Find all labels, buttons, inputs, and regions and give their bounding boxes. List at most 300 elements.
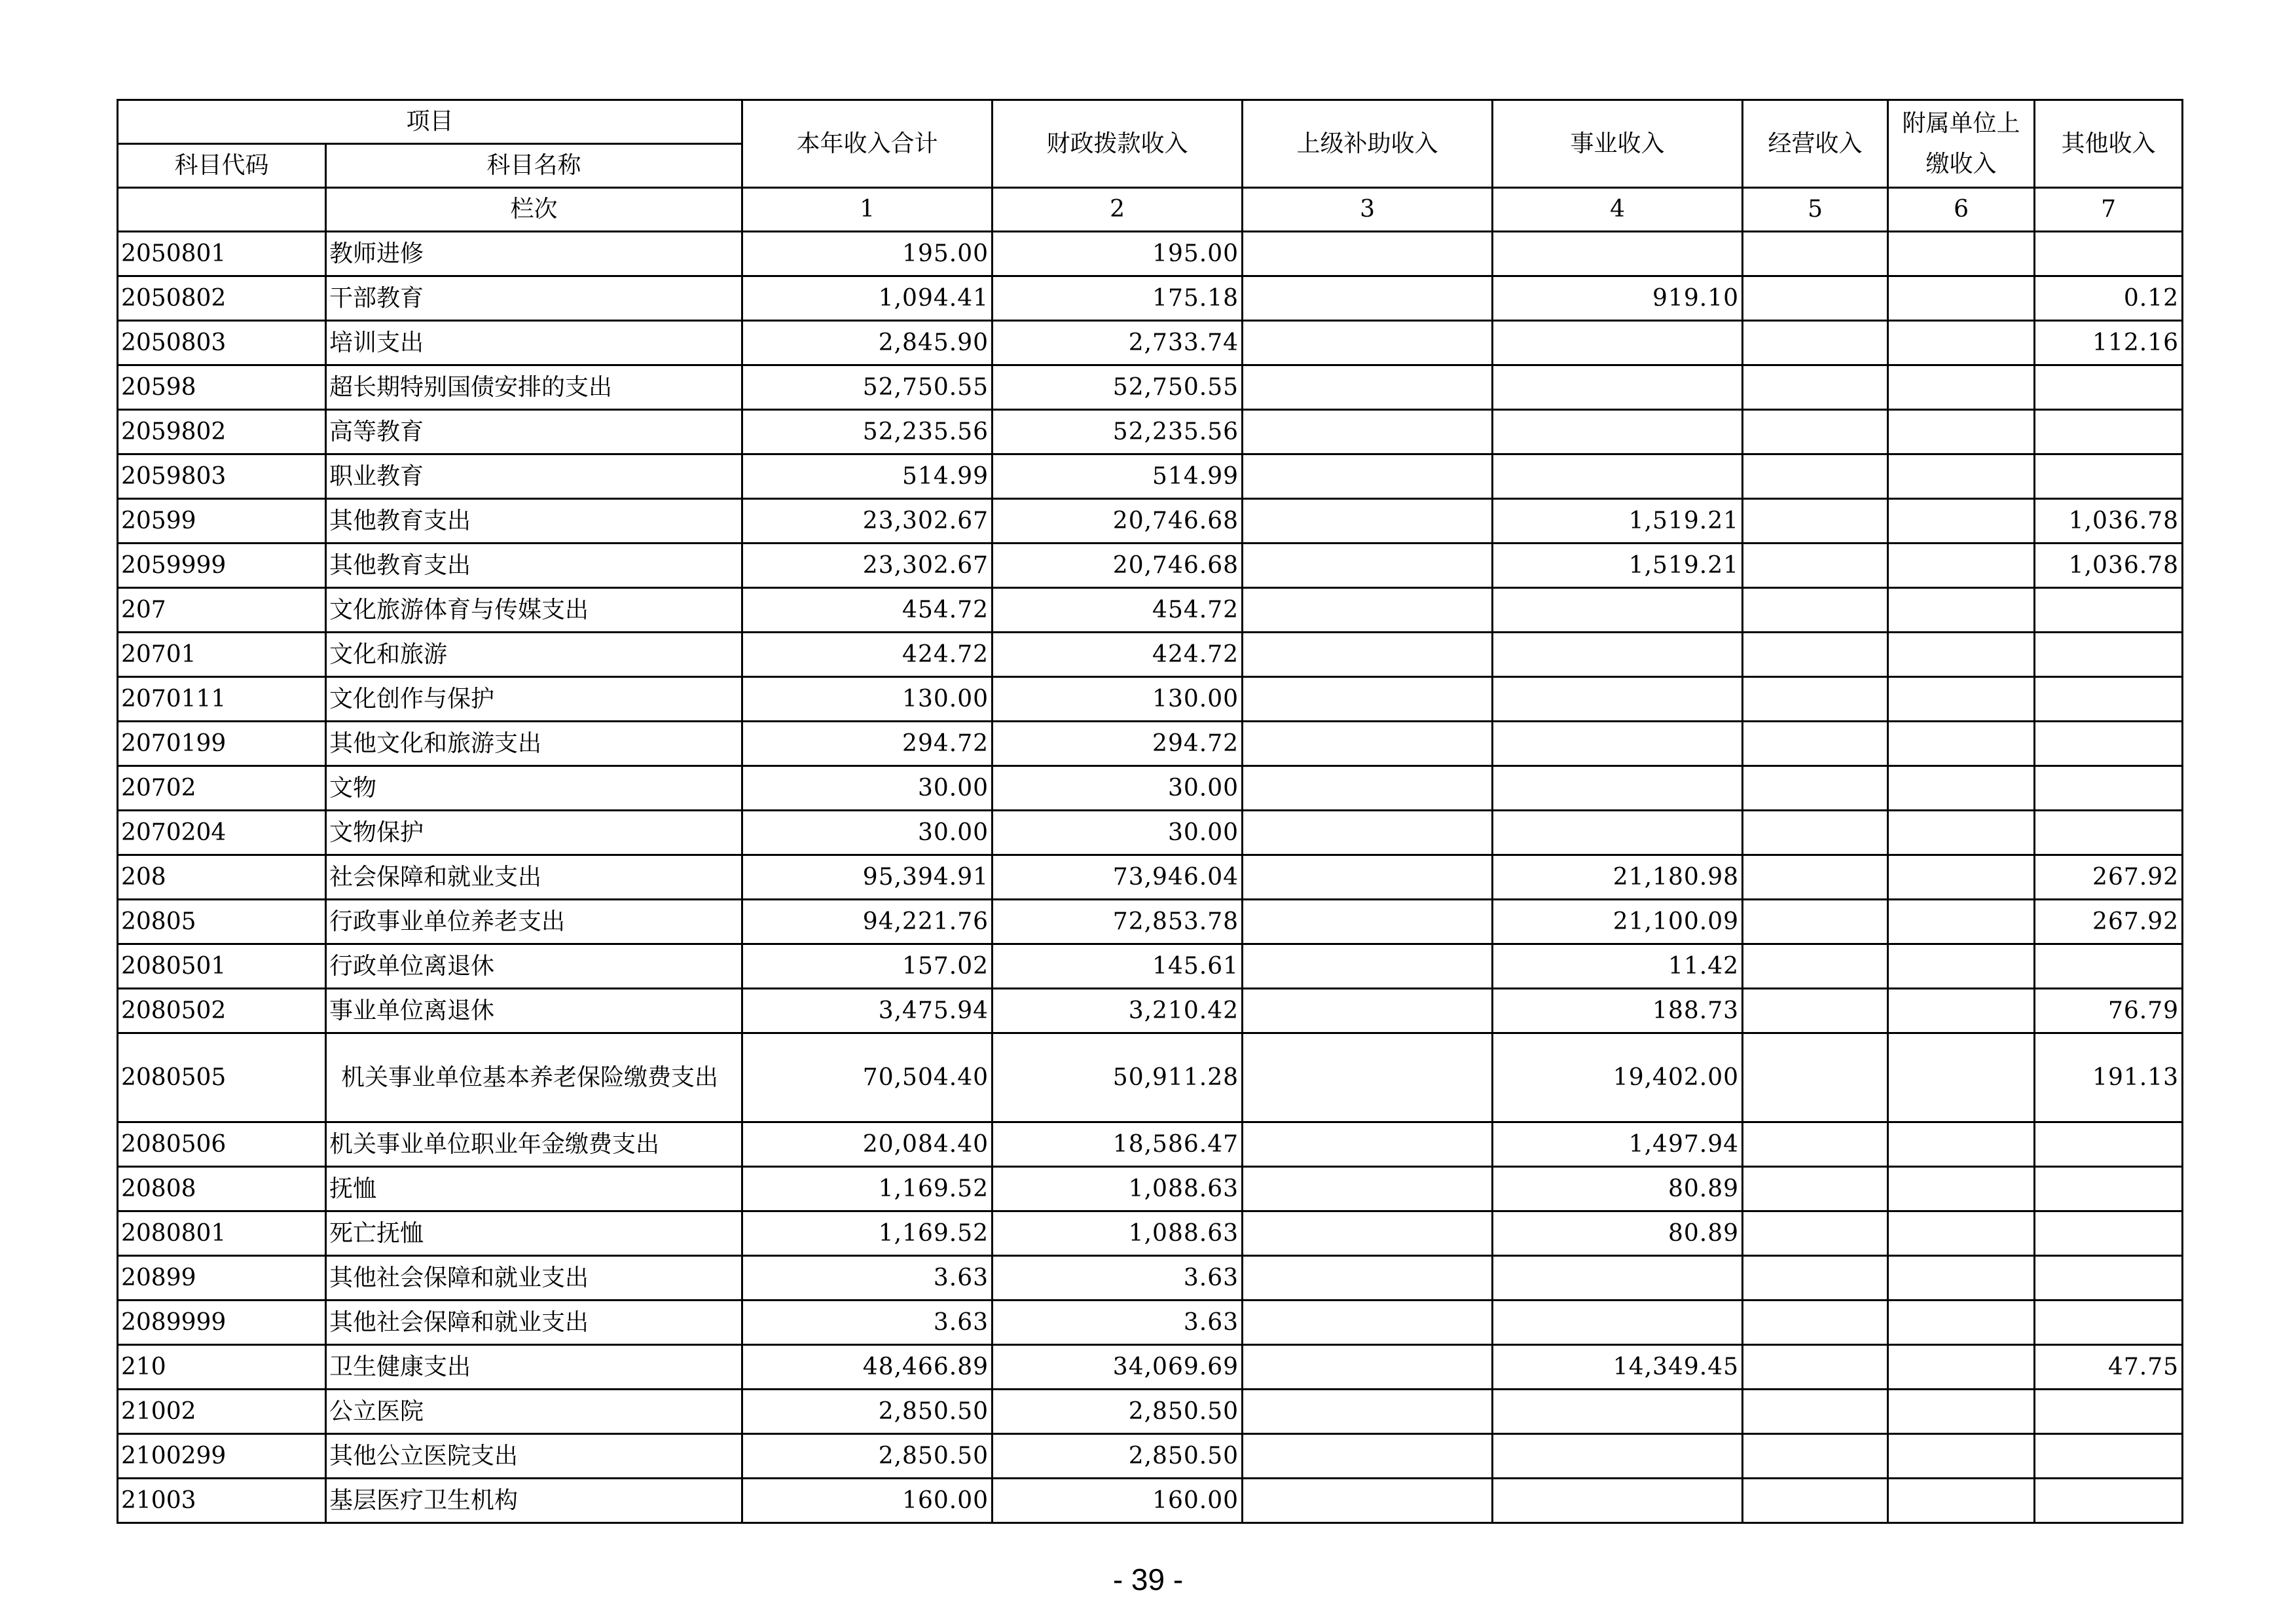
amount-cell: 267.92: [2035, 900, 2183, 944]
table-row: [118, 365, 2183, 410]
subject-code-cell: 2070199: [118, 722, 326, 766]
subject-name-cell: 机关事业单位基本养老保险缴费支出: [326, 1033, 742, 1122]
subject-code-cell: 2059802: [118, 410, 326, 454]
amount-cell: 1,519.21: [1493, 544, 1743, 588]
amount-cell: [1493, 677, 1743, 722]
amount-cell: 3,210.42: [993, 989, 1243, 1033]
amount-cell: [2035, 677, 2183, 722]
table-row: [118, 944, 2183, 989]
amount-cell: [1743, 410, 1888, 454]
amount-cell: [1243, 1211, 1493, 1256]
subject-code-cell: 210: [118, 1345, 326, 1390]
amount-cell: [1743, 1122, 1888, 1167]
amount-cell: [1743, 677, 1888, 722]
amount-cell: [1493, 321, 1743, 365]
amount-cell: [1493, 766, 1743, 811]
amount-cell: 514.99: [993, 454, 1243, 499]
amount-cell: [1243, 900, 1493, 944]
amount-cell: 2,733.74: [993, 321, 1243, 365]
subject-code-cell: 20701: [118, 633, 326, 677]
amount-cell: [1888, 766, 2035, 811]
amount-cell: 1,088.63: [993, 1167, 1243, 1211]
amount-cell: [1888, 1390, 2035, 1434]
table-row: [118, 276, 2183, 321]
amount-cell: 11.42: [1493, 944, 1743, 989]
amount-cell: [1888, 722, 2035, 766]
subject-name-cell: 行政事业单位养老支出: [326, 900, 742, 944]
subject-code-cell: 20805: [118, 900, 326, 944]
amount-cell: [1743, 1211, 1888, 1256]
amount-cell: 3.63: [993, 1301, 1243, 1345]
amount-cell: [1493, 232, 1743, 276]
header-code: 科目代码: [118, 144, 326, 188]
amount-cell: [1888, 276, 2035, 321]
amount-cell: 76.79: [2035, 989, 2183, 1033]
amount-cell: [1888, 1434, 2035, 1479]
subject-name-cell: 文化和旅游: [326, 633, 742, 677]
amount-cell: 1,169.52: [742, 1167, 993, 1211]
subject-code-cell: 2050801: [118, 232, 326, 276]
table-row: [118, 410, 2183, 454]
amount-cell: [1243, 410, 1493, 454]
subject-code-cell: 2050803: [118, 321, 326, 365]
table-row: [118, 1479, 2183, 1523]
amount-cell: 919.10: [1493, 276, 1743, 321]
amount-cell: 3,475.94: [742, 989, 993, 1033]
amount-cell: [1243, 1345, 1493, 1390]
amount-cell: [1743, 1390, 1888, 1434]
subject-code-cell: 2080506: [118, 1122, 326, 1167]
column-number: 3: [1243, 188, 1493, 232]
amount-cell: 48,466.89: [742, 1345, 993, 1390]
amount-cell: [1888, 321, 2035, 365]
amount-cell: [1888, 232, 2035, 276]
amount-cell: [1888, 365, 2035, 410]
amount-cell: [1743, 1167, 1888, 1211]
subject-code-cell: 20899: [118, 1256, 326, 1301]
amount-cell: 2,850.50: [742, 1390, 993, 1434]
amount-cell: [1743, 499, 1888, 544]
table-row: [118, 811, 2183, 855]
amount-cell: 145.61: [993, 944, 1243, 989]
amount-cell: 50,911.28: [993, 1033, 1243, 1122]
amount-cell: [1888, 811, 2035, 855]
amount-cell: [1888, 499, 2035, 544]
subject-code-cell: 20808: [118, 1167, 326, 1211]
subject-name-cell: 社会保障和就业支出: [326, 855, 742, 900]
amount-cell: [1743, 276, 1888, 321]
amount-cell: [1493, 1434, 1743, 1479]
amount-cell: [2035, 811, 2183, 855]
amount-cell: [1888, 855, 2035, 900]
table-row: [118, 900, 2183, 944]
amount-cell: [1888, 989, 2035, 1033]
table-row: [118, 1211, 2183, 1256]
amount-cell: [1888, 1167, 2035, 1211]
amount-cell: [1888, 1301, 2035, 1345]
amount-cell: 454.72: [742, 588, 993, 633]
amount-cell: 2,850.50: [993, 1390, 1243, 1434]
subject-name-cell: 公立医院: [326, 1390, 742, 1434]
table-row: [118, 1434, 2183, 1479]
amount-cell: 20,746.68: [993, 544, 1243, 588]
amount-cell: [1493, 1390, 1743, 1434]
amount-cell: [1743, 232, 1888, 276]
amount-cell: [2035, 454, 2183, 499]
amount-cell: [1743, 766, 1888, 811]
subject-name-cell: 文物: [326, 766, 742, 811]
subject-code-cell: 207: [118, 588, 326, 633]
amount-cell: 294.72: [742, 722, 993, 766]
amount-cell: 2,845.90: [742, 321, 993, 365]
amount-cell: [1493, 1256, 1743, 1301]
amount-cell: [1243, 1301, 1493, 1345]
amount-cell: 23,302.67: [742, 499, 993, 544]
table-row: [118, 989, 2183, 1033]
amount-cell: [1888, 1479, 2035, 1523]
amount-cell: [1493, 1479, 1743, 1523]
amount-cell: 20,746.68: [993, 499, 1243, 544]
subject-name-cell: 其他社会保障和就业支出: [326, 1256, 742, 1301]
amount-cell: 80.89: [1493, 1211, 1743, 1256]
table-row: [118, 1167, 2183, 1211]
subject-name-cell: 其他教育支出: [326, 499, 742, 544]
amount-cell: [1243, 722, 1493, 766]
amount-cell: [1493, 1301, 1743, 1345]
amount-cell: [1743, 1256, 1888, 1301]
column-number: 1: [742, 188, 993, 232]
amount-cell: 267.92: [2035, 855, 2183, 900]
amount-cell: [2035, 365, 2183, 410]
subject-code-cell: 21003: [118, 1479, 326, 1523]
amount-cell: [1888, 1122, 2035, 1167]
table-row: [118, 766, 2183, 811]
amount-cell: [1743, 588, 1888, 633]
amount-cell: [1493, 410, 1743, 454]
amount-cell: [1888, 1256, 2035, 1301]
table-row: [118, 499, 2183, 544]
amount-cell: [1243, 1167, 1493, 1211]
amount-cell: 191.13: [2035, 1033, 2183, 1122]
table-row: [118, 1033, 2183, 1122]
amount-cell: [2035, 1211, 2183, 1256]
subject-code-cell: 2059999: [118, 544, 326, 588]
amount-cell: 3.63: [742, 1256, 993, 1301]
amount-cell: 1,036.78: [2035, 544, 2183, 588]
subject-name-cell: 高等教育: [326, 410, 742, 454]
amount-cell: 30.00: [993, 766, 1243, 811]
amount-cell: [2035, 633, 2183, 677]
subject-code-cell: 2070204: [118, 811, 326, 855]
amount-cell: 130.00: [993, 677, 1243, 722]
amount-cell: [1888, 1345, 2035, 1390]
amount-cell: [1243, 544, 1493, 588]
amount-cell: 1,169.52: [742, 1211, 993, 1256]
amount-cell: 454.72: [993, 588, 1243, 633]
amount-cell: 195.00: [742, 232, 993, 276]
amount-cell: [1243, 499, 1493, 544]
amount-cell: 30.00: [742, 811, 993, 855]
amount-cell: [1743, 855, 1888, 900]
amount-cell: [1243, 766, 1493, 811]
header-col-other-income: 其他收入: [2035, 100, 2183, 188]
amount-cell: 47.75: [2035, 1345, 2183, 1390]
header-col-superior-subsidy: 上级补助收入: [1243, 100, 1493, 188]
subject-name-cell: 抚恤: [326, 1167, 742, 1211]
amount-cell: [1743, 454, 1888, 499]
table-row: [118, 633, 2183, 677]
amount-cell: 112.16: [2035, 321, 2183, 365]
amount-cell: [1243, 365, 1493, 410]
column-number: 2: [993, 188, 1243, 232]
page-number: - 39 -: [1112, 1562, 1184, 1596]
amount-cell: 20,084.40: [742, 1122, 993, 1167]
table-row: [118, 855, 2183, 900]
header-col-business-income: 事业收入: [1493, 100, 1743, 188]
amount-cell: 70,504.40: [742, 1033, 993, 1122]
amount-cell: [1888, 1033, 2035, 1122]
amount-cell: [2035, 766, 2183, 811]
amount-cell: 294.72: [993, 722, 1243, 766]
amount-cell: [1743, 1345, 1888, 1390]
amount-cell: [2035, 1434, 2183, 1479]
amount-cell: 130.00: [742, 677, 993, 722]
amount-cell: 424.72: [742, 633, 993, 677]
amount-cell: 34,069.69: [993, 1345, 1243, 1390]
amount-cell: [2035, 1167, 2183, 1211]
subject-code-cell: 2080801: [118, 1211, 326, 1256]
amount-cell: [1888, 677, 2035, 722]
amount-cell: [1888, 1211, 2035, 1256]
table-row: [118, 321, 2183, 365]
amount-cell: 0.12: [2035, 276, 2183, 321]
column-number: 7: [2035, 188, 2183, 232]
table-row: [118, 454, 2183, 499]
amount-cell: [1493, 811, 1743, 855]
amount-cell: 1,036.78: [2035, 499, 2183, 544]
amount-cell: 21,180.98: [1493, 855, 1743, 900]
subject-name-cell: 超长期特别国债安排的支出: [326, 365, 742, 410]
subject-name-cell: 职业教育: [326, 454, 742, 499]
amount-cell: [1888, 633, 2035, 677]
amount-cell: 188.73: [1493, 989, 1743, 1033]
table-row: [118, 1122, 2183, 1167]
subject-code-cell: 20598: [118, 365, 326, 410]
amount-cell: [2035, 1479, 2183, 1523]
amount-cell: [1243, 276, 1493, 321]
amount-cell: [1243, 1434, 1493, 1479]
amount-cell: 157.02: [742, 944, 993, 989]
header-col-total-income: 本年收入合计: [742, 100, 993, 188]
amount-cell: [2035, 1390, 2183, 1434]
amount-cell: 1,088.63: [993, 1211, 1243, 1256]
subject-code-cell: 2089999: [118, 1301, 326, 1345]
subject-code-cell: 2080505: [118, 1033, 326, 1122]
header-blank-cell: [118, 188, 326, 232]
header-project: 项目: [118, 100, 742, 144]
header-col-fiscal-appropriation: 财政拨款收入: [993, 100, 1243, 188]
header-name: 科目名称: [326, 144, 742, 188]
amount-cell: [1493, 454, 1743, 499]
header-col-operating-income: 经营收入: [1743, 100, 1888, 188]
amount-cell: 19,402.00: [1493, 1033, 1743, 1122]
amount-cell: 52,750.55: [993, 365, 1243, 410]
subject-name-cell: 机关事业单位职业年金缴费支出: [326, 1122, 742, 1167]
amount-cell: [1743, 1033, 1888, 1122]
amount-cell: [1243, 1256, 1493, 1301]
subject-code-cell: 20599: [118, 499, 326, 544]
amount-cell: 3.63: [742, 1301, 993, 1345]
amount-cell: 1,094.41: [742, 276, 993, 321]
amount-cell: [1243, 1033, 1493, 1122]
amount-cell: [1243, 989, 1493, 1033]
amount-cell: 424.72: [993, 633, 1243, 677]
subject-name-cell: 文化创作与保护: [326, 677, 742, 722]
amount-cell: 52,235.56: [742, 410, 993, 454]
amount-cell: [2035, 722, 2183, 766]
subject-code-cell: 20702: [118, 766, 326, 811]
table-row: [118, 722, 2183, 766]
table-row: [118, 544, 2183, 588]
table-header: [118, 100, 2183, 232]
amount-cell: 2,850.50: [993, 1434, 1243, 1479]
subject-name-cell: 其他文化和旅游支出: [326, 722, 742, 766]
column-number: 4: [1493, 188, 1743, 232]
amount-cell: 1,519.21: [1493, 499, 1743, 544]
amount-cell: 195.00: [993, 232, 1243, 276]
table-row: [118, 1345, 2183, 1390]
table-row: [118, 588, 2183, 633]
table-row: [118, 1390, 2183, 1434]
amount-cell: [1743, 989, 1888, 1033]
subject-name-cell: 其他教育支出: [326, 544, 742, 588]
amount-cell: 160.00: [742, 1479, 993, 1523]
table-row: [118, 1256, 2183, 1301]
amount-cell: 30.00: [993, 811, 1243, 855]
amount-cell: [1888, 944, 2035, 989]
subject-name-cell: 其他社会保障和就业支出: [326, 1301, 742, 1345]
amount-cell: [1743, 944, 1888, 989]
amount-cell: [1743, 1479, 1888, 1523]
amount-cell: [1243, 944, 1493, 989]
subject-name-cell: 事业单位离退休: [326, 989, 742, 1033]
amount-cell: 52,750.55: [742, 365, 993, 410]
amount-cell: [2035, 232, 2183, 276]
amount-cell: [1888, 410, 2035, 454]
subject-name-cell: 文物保护: [326, 811, 742, 855]
column-number: 6: [1888, 188, 2035, 232]
subject-name-cell: 干部教育: [326, 276, 742, 321]
amount-cell: [2035, 1301, 2183, 1345]
amount-cell: 52,235.56: [993, 410, 1243, 454]
amount-cell: [1743, 544, 1888, 588]
amount-cell: [1743, 900, 1888, 944]
budget-income-table: [117, 99, 2183, 1524]
subject-code-cell: 2080502: [118, 989, 326, 1033]
amount-cell: [1243, 1479, 1493, 1523]
amount-cell: 14,349.45: [1493, 1345, 1743, 1390]
subject-name-cell: 教师进修: [326, 232, 742, 276]
amount-cell: 95,394.91: [742, 855, 993, 900]
amount-cell: 2,850.50: [742, 1434, 993, 1479]
amount-cell: [1243, 454, 1493, 499]
amount-cell: 23,302.67: [742, 544, 993, 588]
amount-cell: [2035, 410, 2183, 454]
subject-code-cell: 208: [118, 855, 326, 900]
amount-cell: [2035, 944, 2183, 989]
amount-cell: [1743, 365, 1888, 410]
amount-cell: 21,100.09: [1493, 900, 1743, 944]
amount-cell: 160.00: [993, 1479, 1243, 1523]
subject-code-cell: 2059803: [118, 454, 326, 499]
amount-cell: 30.00: [742, 766, 993, 811]
amount-cell: 73,946.04: [993, 855, 1243, 900]
subject-name-cell: 行政单位离退休: [326, 944, 742, 989]
amount-cell: [1493, 722, 1743, 766]
amount-cell: [2035, 1256, 2183, 1301]
amount-cell: [1493, 633, 1743, 677]
subject-name-cell: 卫生健康支出: [326, 1345, 742, 1390]
amount-cell: 1,497.94: [1493, 1122, 1743, 1167]
table-body: [118, 232, 2183, 1523]
subject-code-cell: 2070111: [118, 677, 326, 722]
amount-cell: [2035, 1122, 2183, 1167]
amount-cell: [1888, 544, 2035, 588]
subject-code-cell: 21002: [118, 1390, 326, 1434]
amount-cell: [1888, 454, 2035, 499]
amount-cell: [1888, 588, 2035, 633]
amount-cell: [1888, 900, 2035, 944]
amount-cell: [2035, 588, 2183, 633]
subject-name-cell: 其他公立医院支出: [326, 1434, 742, 1479]
amount-cell: 72,853.78: [993, 900, 1243, 944]
amount-cell: 175.18: [993, 276, 1243, 321]
amount-cell: 3.63: [993, 1256, 1243, 1301]
amount-cell: [1743, 811, 1888, 855]
amount-cell: [1243, 1390, 1493, 1434]
amount-cell: 94,221.76: [742, 900, 993, 944]
amount-cell: [1243, 677, 1493, 722]
amount-cell: [1743, 1434, 1888, 1479]
subject-name-cell: 文化旅游体育与传媒支出: [326, 588, 742, 633]
subject-code-cell: 2080501: [118, 944, 326, 989]
amount-cell: [1243, 1122, 1493, 1167]
amount-cell: [1243, 855, 1493, 900]
subject-code-cell: 2100299: [118, 1434, 326, 1479]
column-number: 5: [1743, 188, 1888, 232]
header-row-label: 栏次: [326, 188, 742, 232]
subject-name-cell: 基层医疗卫生机构: [326, 1479, 742, 1523]
amount-cell: [1243, 321, 1493, 365]
amount-cell: [1493, 365, 1743, 410]
table-row: [118, 232, 2183, 276]
amount-cell: [1243, 232, 1493, 276]
amount-cell: [1743, 321, 1888, 365]
amount-cell: [1743, 1301, 1888, 1345]
amount-cell: [1243, 633, 1493, 677]
amount-cell: [1743, 633, 1888, 677]
amount-cell: [1243, 811, 1493, 855]
subject-name-cell: 培训支出: [326, 321, 742, 365]
subject-name-cell: 死亡抚恤: [326, 1211, 742, 1256]
table-row: [118, 677, 2183, 722]
amount-cell: 514.99: [742, 454, 993, 499]
amount-cell: [1493, 588, 1743, 633]
subject-code-cell: 2050802: [118, 276, 326, 321]
header-col-affiliated-unit-income: 附属单位上缴收入: [1888, 100, 2035, 188]
amount-cell: [1243, 588, 1493, 633]
amount-cell: 80.89: [1493, 1167, 1743, 1211]
